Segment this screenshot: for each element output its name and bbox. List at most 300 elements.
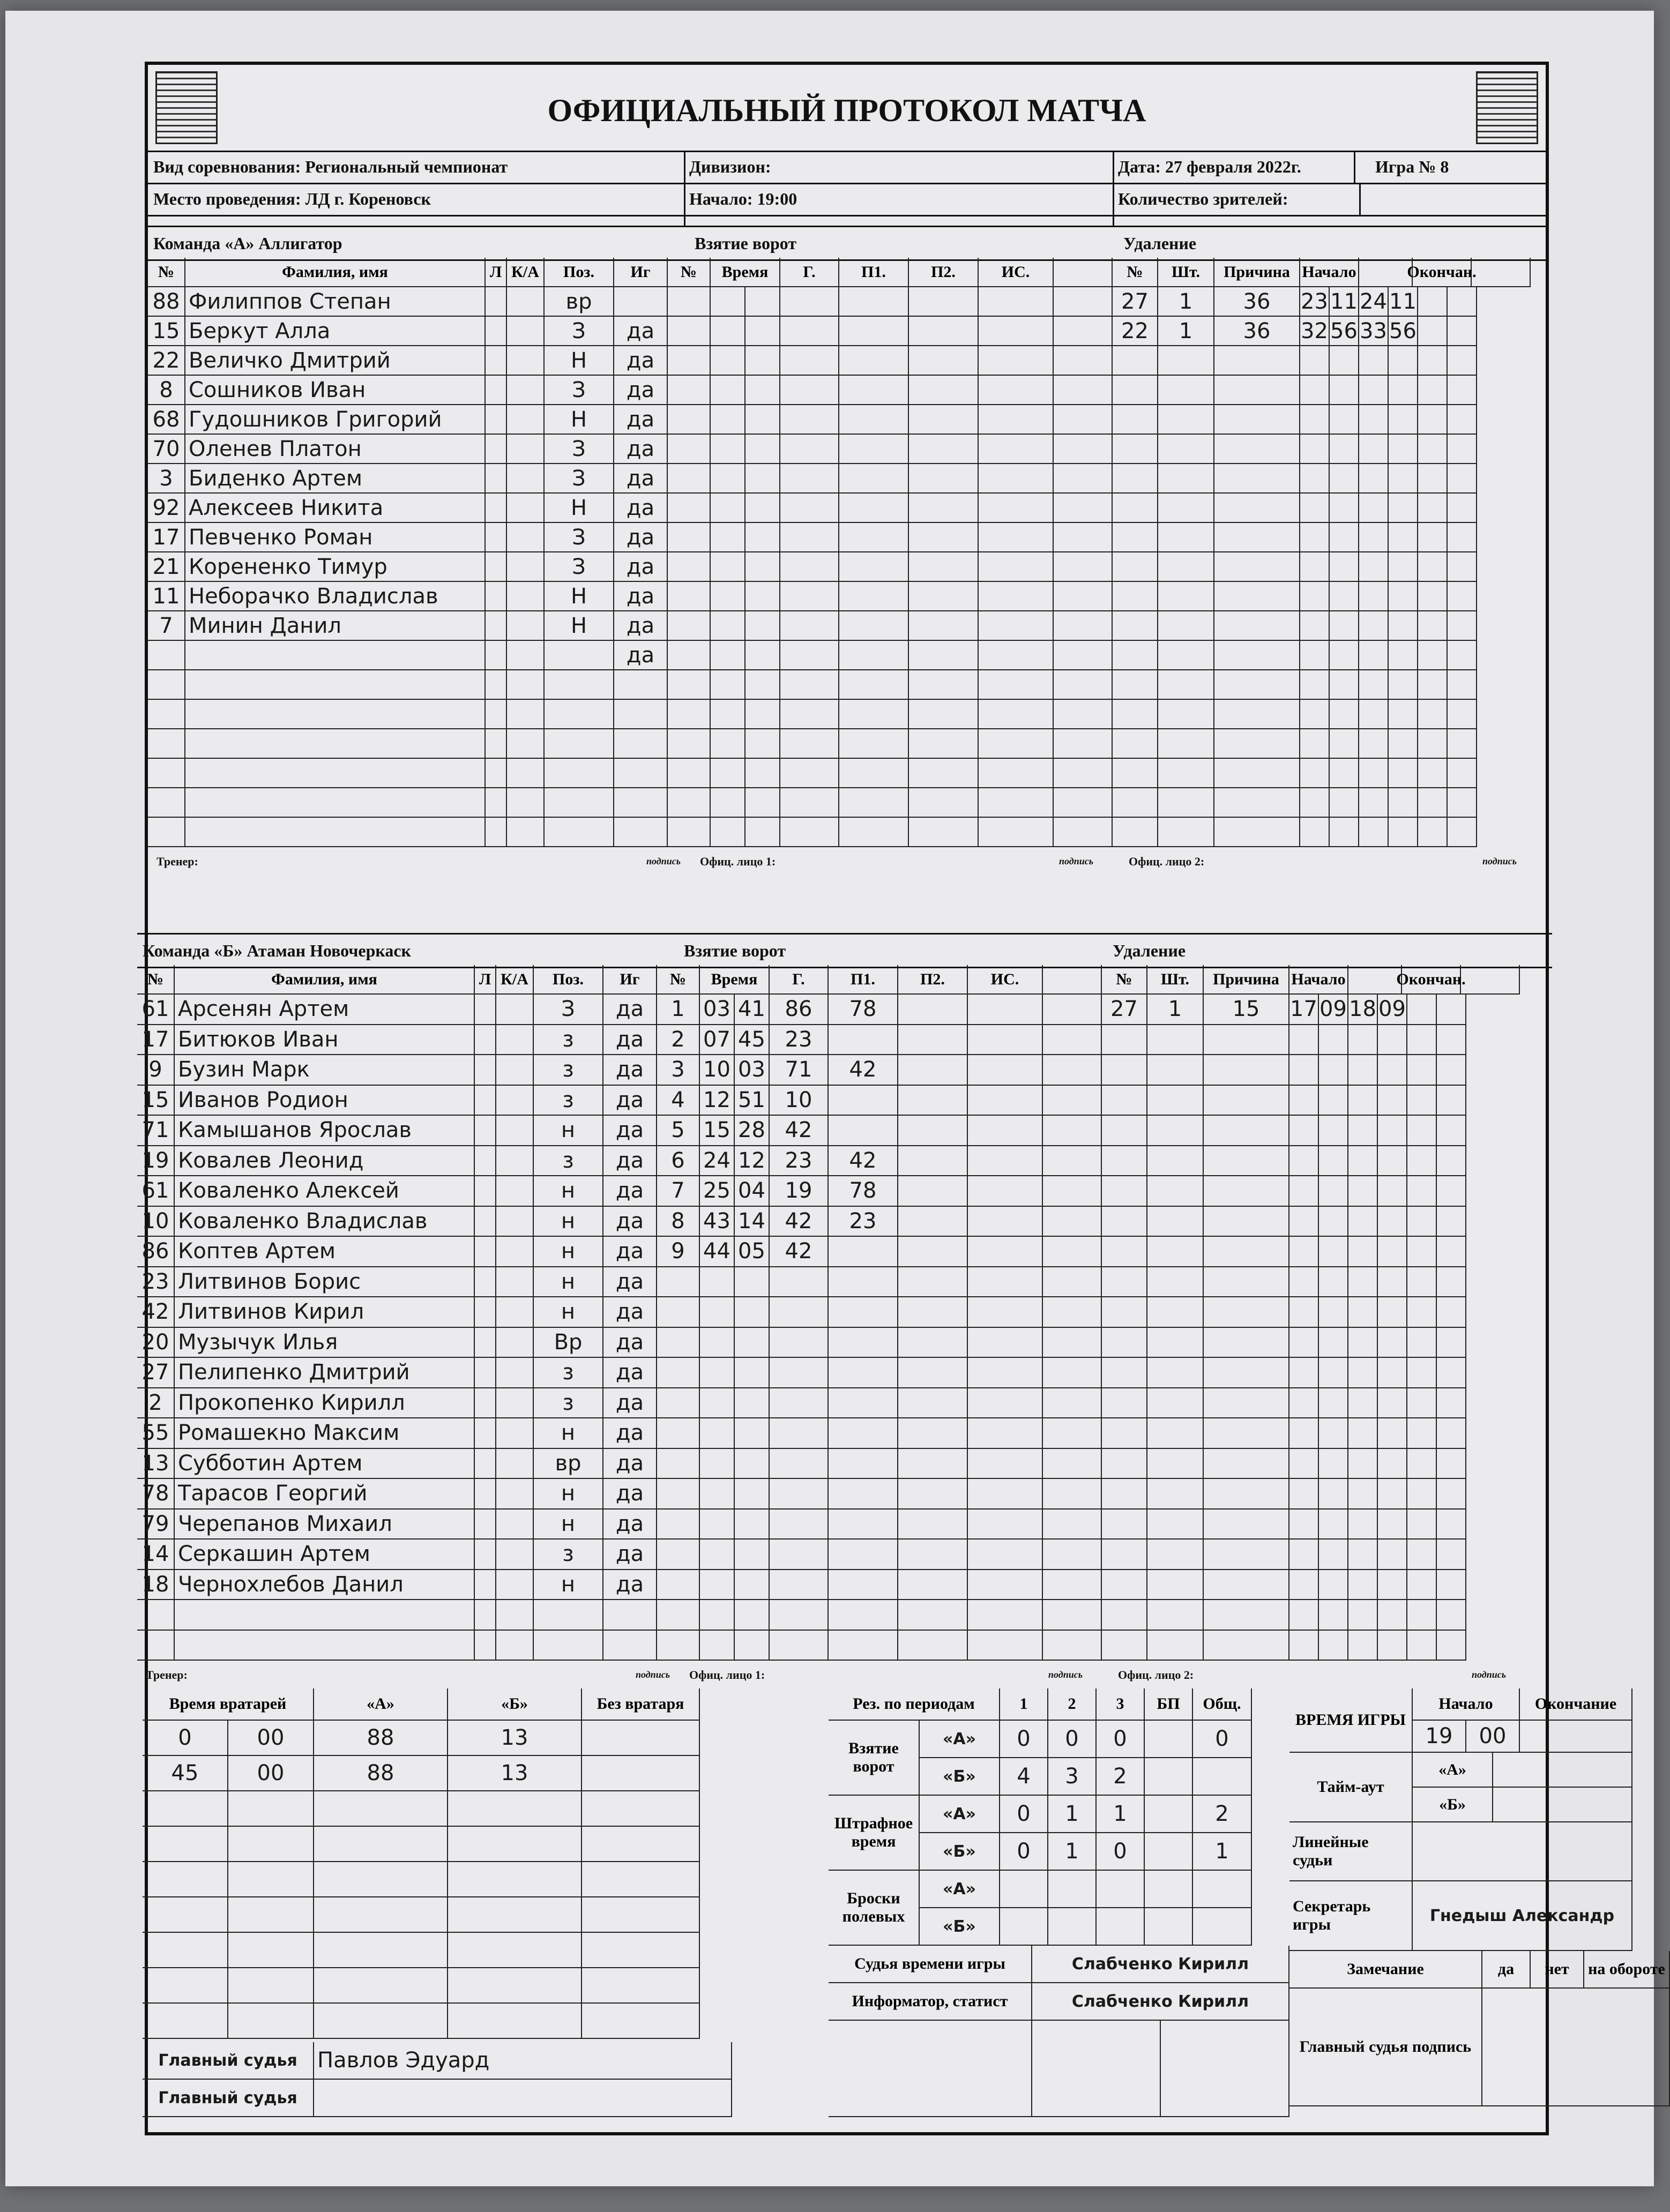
table-cell bbox=[1359, 523, 1389, 552]
table-cell bbox=[909, 494, 979, 523]
table-cell bbox=[1102, 1570, 1147, 1601]
table-cell bbox=[780, 435, 839, 464]
table-cell bbox=[1113, 376, 1158, 405]
table-cell bbox=[1289, 1025, 1319, 1056]
table-cell bbox=[1147, 1418, 1204, 1449]
table-cell bbox=[1378, 1540, 1407, 1570]
table-cell bbox=[1319, 1600, 1348, 1631]
table-row bbox=[148, 670, 668, 700]
table-cell bbox=[496, 1600, 534, 1631]
table-row bbox=[1289, 1951, 1670, 1989]
table-cell bbox=[780, 759, 839, 788]
table-cell bbox=[745, 405, 780, 435]
period-value: 0 bbox=[1000, 1721, 1048, 1758]
table-cell bbox=[1158, 435, 1214, 464]
table-row bbox=[148, 494, 668, 523]
table-cell bbox=[1204, 1358, 1289, 1388]
table-cell bbox=[1389, 670, 1418, 700]
goal-scorer: 42 bbox=[770, 1237, 829, 1267]
col-header-l: Л bbox=[475, 965, 496, 995]
table-cell bbox=[770, 1328, 829, 1358]
table-cell bbox=[582, 1968, 700, 2004]
table-cell bbox=[668, 435, 711, 464]
table-cell bbox=[1043, 1146, 1102, 1177]
table-cell bbox=[829, 1449, 898, 1479]
period-value: 1 bbox=[1097, 1796, 1145, 1833]
table-cell bbox=[839, 700, 909, 729]
table-cell bbox=[1113, 818, 1158, 847]
table-cell bbox=[1204, 1297, 1289, 1328]
table-cell bbox=[839, 818, 909, 847]
table-cell bbox=[486, 641, 507, 670]
table-cell bbox=[1113, 405, 1158, 435]
player-number bbox=[148, 759, 185, 788]
table-cell bbox=[1158, 641, 1214, 670]
table-cell bbox=[770, 1267, 829, 1298]
player-name: Иванов Родион bbox=[175, 1086, 475, 1116]
table-row bbox=[137, 1509, 657, 1540]
player-played: да bbox=[614, 641, 668, 670]
period-col-2: 3 bbox=[1097, 1688, 1145, 1721]
table-cell bbox=[1448, 435, 1477, 464]
table-cell bbox=[314, 2080, 732, 2117]
table-cell bbox=[507, 700, 545, 729]
table-cell bbox=[486, 464, 507, 494]
table-cell bbox=[745, 287, 780, 317]
player-played: да bbox=[603, 1116, 657, 1146]
table-cell bbox=[668, 729, 711, 759]
table-cell bbox=[711, 287, 745, 317]
table-row bbox=[1113, 258, 1531, 287]
player-played: да bbox=[603, 1176, 657, 1207]
table-cell bbox=[1289, 1086, 1319, 1116]
table-cell bbox=[1043, 1418, 1102, 1449]
table-cell bbox=[839, 523, 909, 552]
table-cell bbox=[780, 729, 839, 759]
player-name: Сошников Иван bbox=[185, 376, 486, 405]
table-cell bbox=[1448, 552, 1477, 582]
table-cell bbox=[486, 552, 507, 582]
player-number bbox=[148, 641, 185, 670]
table-cell bbox=[968, 1116, 1043, 1146]
table-cell bbox=[1000, 1908, 1048, 1946]
table-cell bbox=[909, 700, 979, 729]
period-value: 1 bbox=[1048, 1796, 1097, 1833]
table-cell bbox=[1418, 788, 1448, 818]
player-number: 23 bbox=[137, 1267, 175, 1298]
player-name: Величко Дмитрий bbox=[185, 346, 486, 376]
table-cell bbox=[1158, 670, 1214, 700]
player-played bbox=[614, 729, 668, 759]
table-row bbox=[148, 582, 668, 611]
table-cell bbox=[1289, 1207, 1319, 1237]
table-row bbox=[668, 788, 1113, 818]
table-cell bbox=[486, 759, 507, 788]
official-2-label: Офиц. лицо 2: bbox=[1129, 855, 1205, 868]
table-row bbox=[137, 995, 657, 1025]
table-cell bbox=[1147, 1449, 1204, 1479]
table-cell bbox=[968, 1267, 1043, 1298]
table-cell bbox=[1147, 1540, 1204, 1570]
player-played: да bbox=[603, 1358, 657, 1388]
table-cell bbox=[1389, 346, 1418, 376]
goal-minute: 43 bbox=[700, 1207, 735, 1237]
table-row bbox=[148, 552, 668, 582]
table-cell bbox=[668, 670, 711, 700]
table-cell bbox=[1214, 552, 1300, 582]
table-cell bbox=[1389, 641, 1418, 670]
table-cell bbox=[979, 670, 1054, 700]
table-cell bbox=[228, 1791, 314, 1827]
player-name: Чернохлебов Данил bbox=[175, 1570, 475, 1601]
table-cell bbox=[1378, 1055, 1407, 1086]
official-2-sign-label: подпись bbox=[1482, 856, 1517, 866]
table-cell bbox=[657, 1600, 700, 1631]
table-row bbox=[657, 1086, 1102, 1116]
table-cell bbox=[839, 759, 909, 788]
table-cell bbox=[829, 1509, 898, 1540]
table-cell bbox=[770, 1600, 829, 1631]
table-cell bbox=[745, 641, 780, 670]
goal-number: 3 bbox=[657, 1055, 700, 1086]
table-cell bbox=[745, 818, 780, 847]
table-cell bbox=[770, 1388, 829, 1419]
penalty-player: 27 bbox=[1113, 287, 1158, 317]
table-row bbox=[668, 552, 1113, 582]
table-cell bbox=[1378, 1418, 1407, 1449]
table-cell bbox=[507, 405, 545, 435]
col-header-pos: Поз. bbox=[545, 258, 614, 287]
player-position bbox=[545, 729, 614, 759]
match-protocol-form bbox=[141, 62, 1665, 2135]
table-row bbox=[1113, 788, 1477, 818]
table-cell bbox=[711, 670, 745, 700]
table-cell bbox=[1448, 729, 1477, 759]
table-cell bbox=[486, 788, 507, 818]
periods-team-b: «Б» bbox=[920, 1833, 1000, 1871]
player-number bbox=[137, 1631, 175, 1661]
player-number: 92 bbox=[148, 494, 185, 523]
period-value bbox=[1193, 1758, 1252, 1796]
table-cell bbox=[1147, 1146, 1204, 1177]
table-cell bbox=[711, 405, 745, 435]
table-cell bbox=[1330, 346, 1359, 376]
table-cell bbox=[1359, 435, 1389, 464]
table-cell bbox=[1359, 494, 1389, 523]
col-header-start: Начало bbox=[1289, 965, 1348, 995]
venue-label: Место проведения: bbox=[153, 189, 301, 208]
team-title-bar bbox=[137, 933, 1552, 968]
table-row bbox=[137, 1328, 657, 1358]
table-cell bbox=[475, 1297, 496, 1328]
table-cell bbox=[735, 1479, 770, 1509]
table-row bbox=[1113, 523, 1477, 552]
table-cell bbox=[1147, 1207, 1204, 1237]
table-row bbox=[148, 729, 668, 759]
table-cell bbox=[839, 376, 909, 405]
table-cell bbox=[1054, 464, 1113, 494]
table-cell bbox=[1437, 1207, 1466, 1237]
goal-minute: 15 bbox=[700, 1116, 735, 1146]
player-number: 2 bbox=[137, 1388, 175, 1419]
table-row bbox=[657, 1631, 1102, 1661]
table-cell bbox=[1378, 1358, 1407, 1388]
table-cell bbox=[1407, 1116, 1437, 1146]
table-row bbox=[657, 1418, 1102, 1449]
table-cell bbox=[496, 1297, 534, 1328]
period-value: 3 bbox=[1048, 1758, 1097, 1796]
table-cell bbox=[1330, 552, 1359, 582]
table-cell bbox=[711, 523, 745, 552]
player-number: 17 bbox=[148, 523, 185, 552]
table-cell bbox=[1319, 1479, 1348, 1509]
table-cell bbox=[1158, 818, 1214, 847]
penalty-start-sec: 11 bbox=[1330, 287, 1359, 317]
table-cell bbox=[1348, 1418, 1378, 1449]
table-cell bbox=[968, 1025, 1043, 1056]
table-cell bbox=[1204, 1116, 1289, 1146]
table-cell bbox=[1448, 405, 1477, 435]
table-row bbox=[829, 1688, 1252, 1721]
table-cell bbox=[1407, 1207, 1437, 1237]
goal-scorer: 23 bbox=[770, 1146, 829, 1177]
table-cell bbox=[979, 494, 1054, 523]
table-cell bbox=[1043, 995, 1102, 1025]
table-cell bbox=[1378, 1297, 1407, 1328]
goal-assist-2 bbox=[898, 1176, 968, 1207]
player-position: н bbox=[534, 1267, 603, 1298]
table-cell bbox=[143, 1827, 228, 1862]
table-cell bbox=[979, 405, 1054, 435]
table-cell bbox=[979, 729, 1054, 759]
table-row bbox=[137, 1237, 657, 1267]
col-header-num: № bbox=[657, 965, 700, 995]
player-name: Минин Данил bbox=[185, 611, 486, 641]
table-cell bbox=[1378, 1388, 1407, 1419]
table-cell bbox=[1147, 1086, 1204, 1116]
table-cell bbox=[909, 317, 979, 346]
table-cell bbox=[496, 1449, 534, 1479]
goal-assist-1 bbox=[829, 1025, 898, 1056]
table-cell bbox=[1348, 1328, 1378, 1358]
periods-team-a: «А» bbox=[920, 1796, 1000, 1833]
goalie-team-a-number: 88 bbox=[314, 1756, 448, 1791]
col-header-is: ИС. bbox=[979, 258, 1054, 287]
table-cell bbox=[668, 464, 711, 494]
table-cell bbox=[1407, 1267, 1437, 1298]
table-cell bbox=[700, 1631, 735, 1661]
player-position: З bbox=[545, 552, 614, 582]
goal-number: 2 bbox=[657, 1025, 700, 1056]
period-value: 0 bbox=[1097, 1721, 1145, 1758]
table-cell bbox=[143, 1791, 228, 1827]
table-cell bbox=[909, 641, 979, 670]
table-row bbox=[1413, 1753, 1632, 1788]
goal-minute: 10 bbox=[700, 1055, 735, 1086]
table-cell bbox=[475, 1540, 496, 1570]
table-cell bbox=[1330, 582, 1359, 611]
table-cell bbox=[780, 670, 839, 700]
table-cell bbox=[1102, 1297, 1147, 1328]
table-cell bbox=[1389, 700, 1418, 729]
table-cell bbox=[711, 435, 745, 464]
player-played: да bbox=[603, 1086, 657, 1116]
table-cell bbox=[1330, 523, 1359, 552]
table-cell bbox=[745, 552, 780, 582]
table-cell bbox=[1102, 1449, 1147, 1479]
table-row bbox=[1102, 1509, 1466, 1540]
table-cell bbox=[1043, 1631, 1102, 1661]
player-name: Бузин Марк bbox=[175, 1055, 475, 1086]
page-title: ОФИЦИАЛЬНЫЙ ПРОТОКОЛ МАТЧА bbox=[547, 93, 1146, 128]
start-value: 19:00 bbox=[757, 189, 797, 208]
table-cell bbox=[711, 346, 745, 376]
player-position: н bbox=[534, 1176, 603, 1207]
table-cell bbox=[1214, 818, 1300, 847]
table-cell bbox=[1319, 1207, 1348, 1237]
table-cell bbox=[1359, 788, 1389, 818]
player-name: Черепанов Михаил bbox=[175, 1509, 475, 1540]
table-row bbox=[1102, 1055, 1466, 1086]
table-cell bbox=[1389, 818, 1418, 847]
remark-label: Замечание bbox=[1289, 1951, 1482, 1989]
table-row bbox=[668, 376, 1113, 405]
table-cell bbox=[1054, 611, 1113, 641]
col-header-p1: П1. bbox=[829, 965, 898, 995]
table-cell bbox=[1204, 1237, 1289, 1267]
table-cell bbox=[475, 1479, 496, 1509]
table-cell bbox=[1300, 759, 1330, 788]
table-row bbox=[657, 1388, 1102, 1419]
period-value: 0 bbox=[1000, 1833, 1048, 1871]
period-value: 0 bbox=[1097, 1833, 1145, 1871]
player-number bbox=[148, 788, 185, 818]
table-row bbox=[143, 1791, 700, 1827]
table-row bbox=[920, 1758, 1252, 1796]
table-row bbox=[137, 1418, 657, 1449]
period-value: 1 bbox=[1193, 1833, 1252, 1871]
table-row bbox=[657, 965, 1102, 995]
table-cell bbox=[582, 1897, 700, 1933]
table-cell bbox=[735, 1358, 770, 1388]
qr-code-icon-right bbox=[1476, 71, 1538, 144]
table-cell bbox=[1113, 435, 1158, 464]
table-cell bbox=[1437, 1267, 1466, 1298]
table-cell bbox=[1214, 759, 1300, 788]
table-cell bbox=[839, 670, 909, 700]
table-cell bbox=[1437, 1237, 1466, 1267]
player-played: да bbox=[603, 1207, 657, 1237]
table-cell bbox=[496, 1388, 534, 1419]
player-number: 7 bbox=[148, 611, 185, 641]
table-cell bbox=[968, 1479, 1043, 1509]
table-cell bbox=[448, 1933, 582, 1968]
goal-scorer: 42 bbox=[770, 1207, 829, 1237]
col-header-g: Г. bbox=[770, 965, 829, 995]
goal-second: 12 bbox=[735, 1146, 770, 1177]
player-position bbox=[545, 670, 614, 700]
table-cell bbox=[968, 1631, 1043, 1661]
table-cell bbox=[1147, 1388, 1204, 1419]
table-row bbox=[1102, 1025, 1466, 1056]
competition-value: Региональный чемпионат bbox=[305, 157, 508, 176]
table-cell bbox=[735, 1388, 770, 1419]
table-row bbox=[148, 435, 668, 464]
table-cell bbox=[979, 582, 1054, 611]
player-played: да bbox=[614, 523, 668, 552]
table-cell bbox=[1389, 523, 1418, 552]
goal-number: 8 bbox=[657, 1207, 700, 1237]
table-row bbox=[1102, 1116, 1466, 1146]
table-cell bbox=[1448, 287, 1477, 317]
table-cell bbox=[1158, 494, 1214, 523]
table-cell bbox=[770, 1509, 829, 1540]
table-cell bbox=[1482, 1989, 1670, 2106]
table-cell bbox=[829, 1540, 898, 1570]
table-cell bbox=[898, 1358, 968, 1388]
table-row bbox=[657, 1207, 1102, 1237]
table-cell bbox=[1418, 670, 1448, 700]
table-cell bbox=[1054, 788, 1113, 818]
table-cell bbox=[668, 317, 711, 346]
player-played: да bbox=[614, 582, 668, 611]
table-cell bbox=[1418, 582, 1448, 611]
table-cell bbox=[1413, 1822, 1632, 1881]
table-cell bbox=[898, 1600, 968, 1631]
table-cell bbox=[496, 1509, 534, 1540]
player-name bbox=[175, 1631, 475, 1661]
table-cell bbox=[1147, 1358, 1204, 1388]
table-cell bbox=[1348, 1388, 1378, 1419]
table-cell bbox=[1113, 552, 1158, 582]
table-cell bbox=[496, 1267, 534, 1298]
player-played: да bbox=[614, 435, 668, 464]
player-name: Оленев Платон bbox=[185, 435, 486, 464]
table-cell bbox=[745, 317, 780, 346]
player-position bbox=[545, 818, 614, 847]
table-cell bbox=[1407, 1025, 1437, 1056]
table-row bbox=[668, 258, 1113, 287]
goal-number: 7 bbox=[657, 1176, 700, 1207]
table-cell bbox=[1378, 1631, 1407, 1661]
player-number: 3 bbox=[148, 464, 185, 494]
table-row bbox=[1113, 818, 1477, 847]
table-cell bbox=[475, 1207, 496, 1237]
table-cell bbox=[745, 346, 780, 376]
player-played bbox=[614, 670, 668, 700]
table-cell bbox=[1407, 1328, 1437, 1358]
table-cell bbox=[1330, 641, 1359, 670]
table-row bbox=[1102, 965, 1520, 995]
table-cell bbox=[1147, 1237, 1204, 1267]
table-cell bbox=[1147, 1176, 1204, 1207]
table-cell bbox=[1289, 1540, 1319, 1570]
table-cell bbox=[1378, 1176, 1407, 1207]
table-cell bbox=[657, 1570, 700, 1601]
table-cell bbox=[1113, 494, 1158, 523]
table-row bbox=[668, 582, 1113, 611]
table-cell bbox=[1348, 1358, 1378, 1388]
player-number: 86 bbox=[137, 1237, 175, 1267]
table-cell bbox=[1319, 1176, 1348, 1207]
table-cell bbox=[1204, 1449, 1289, 1479]
table-row bbox=[657, 1540, 1102, 1570]
col-header-p1: П1. bbox=[839, 258, 909, 287]
goal-second: 14 bbox=[735, 1207, 770, 1237]
table-cell bbox=[496, 1116, 534, 1146]
penalty-reason: 15 bbox=[1204, 995, 1289, 1025]
table-cell bbox=[829, 1328, 898, 1358]
